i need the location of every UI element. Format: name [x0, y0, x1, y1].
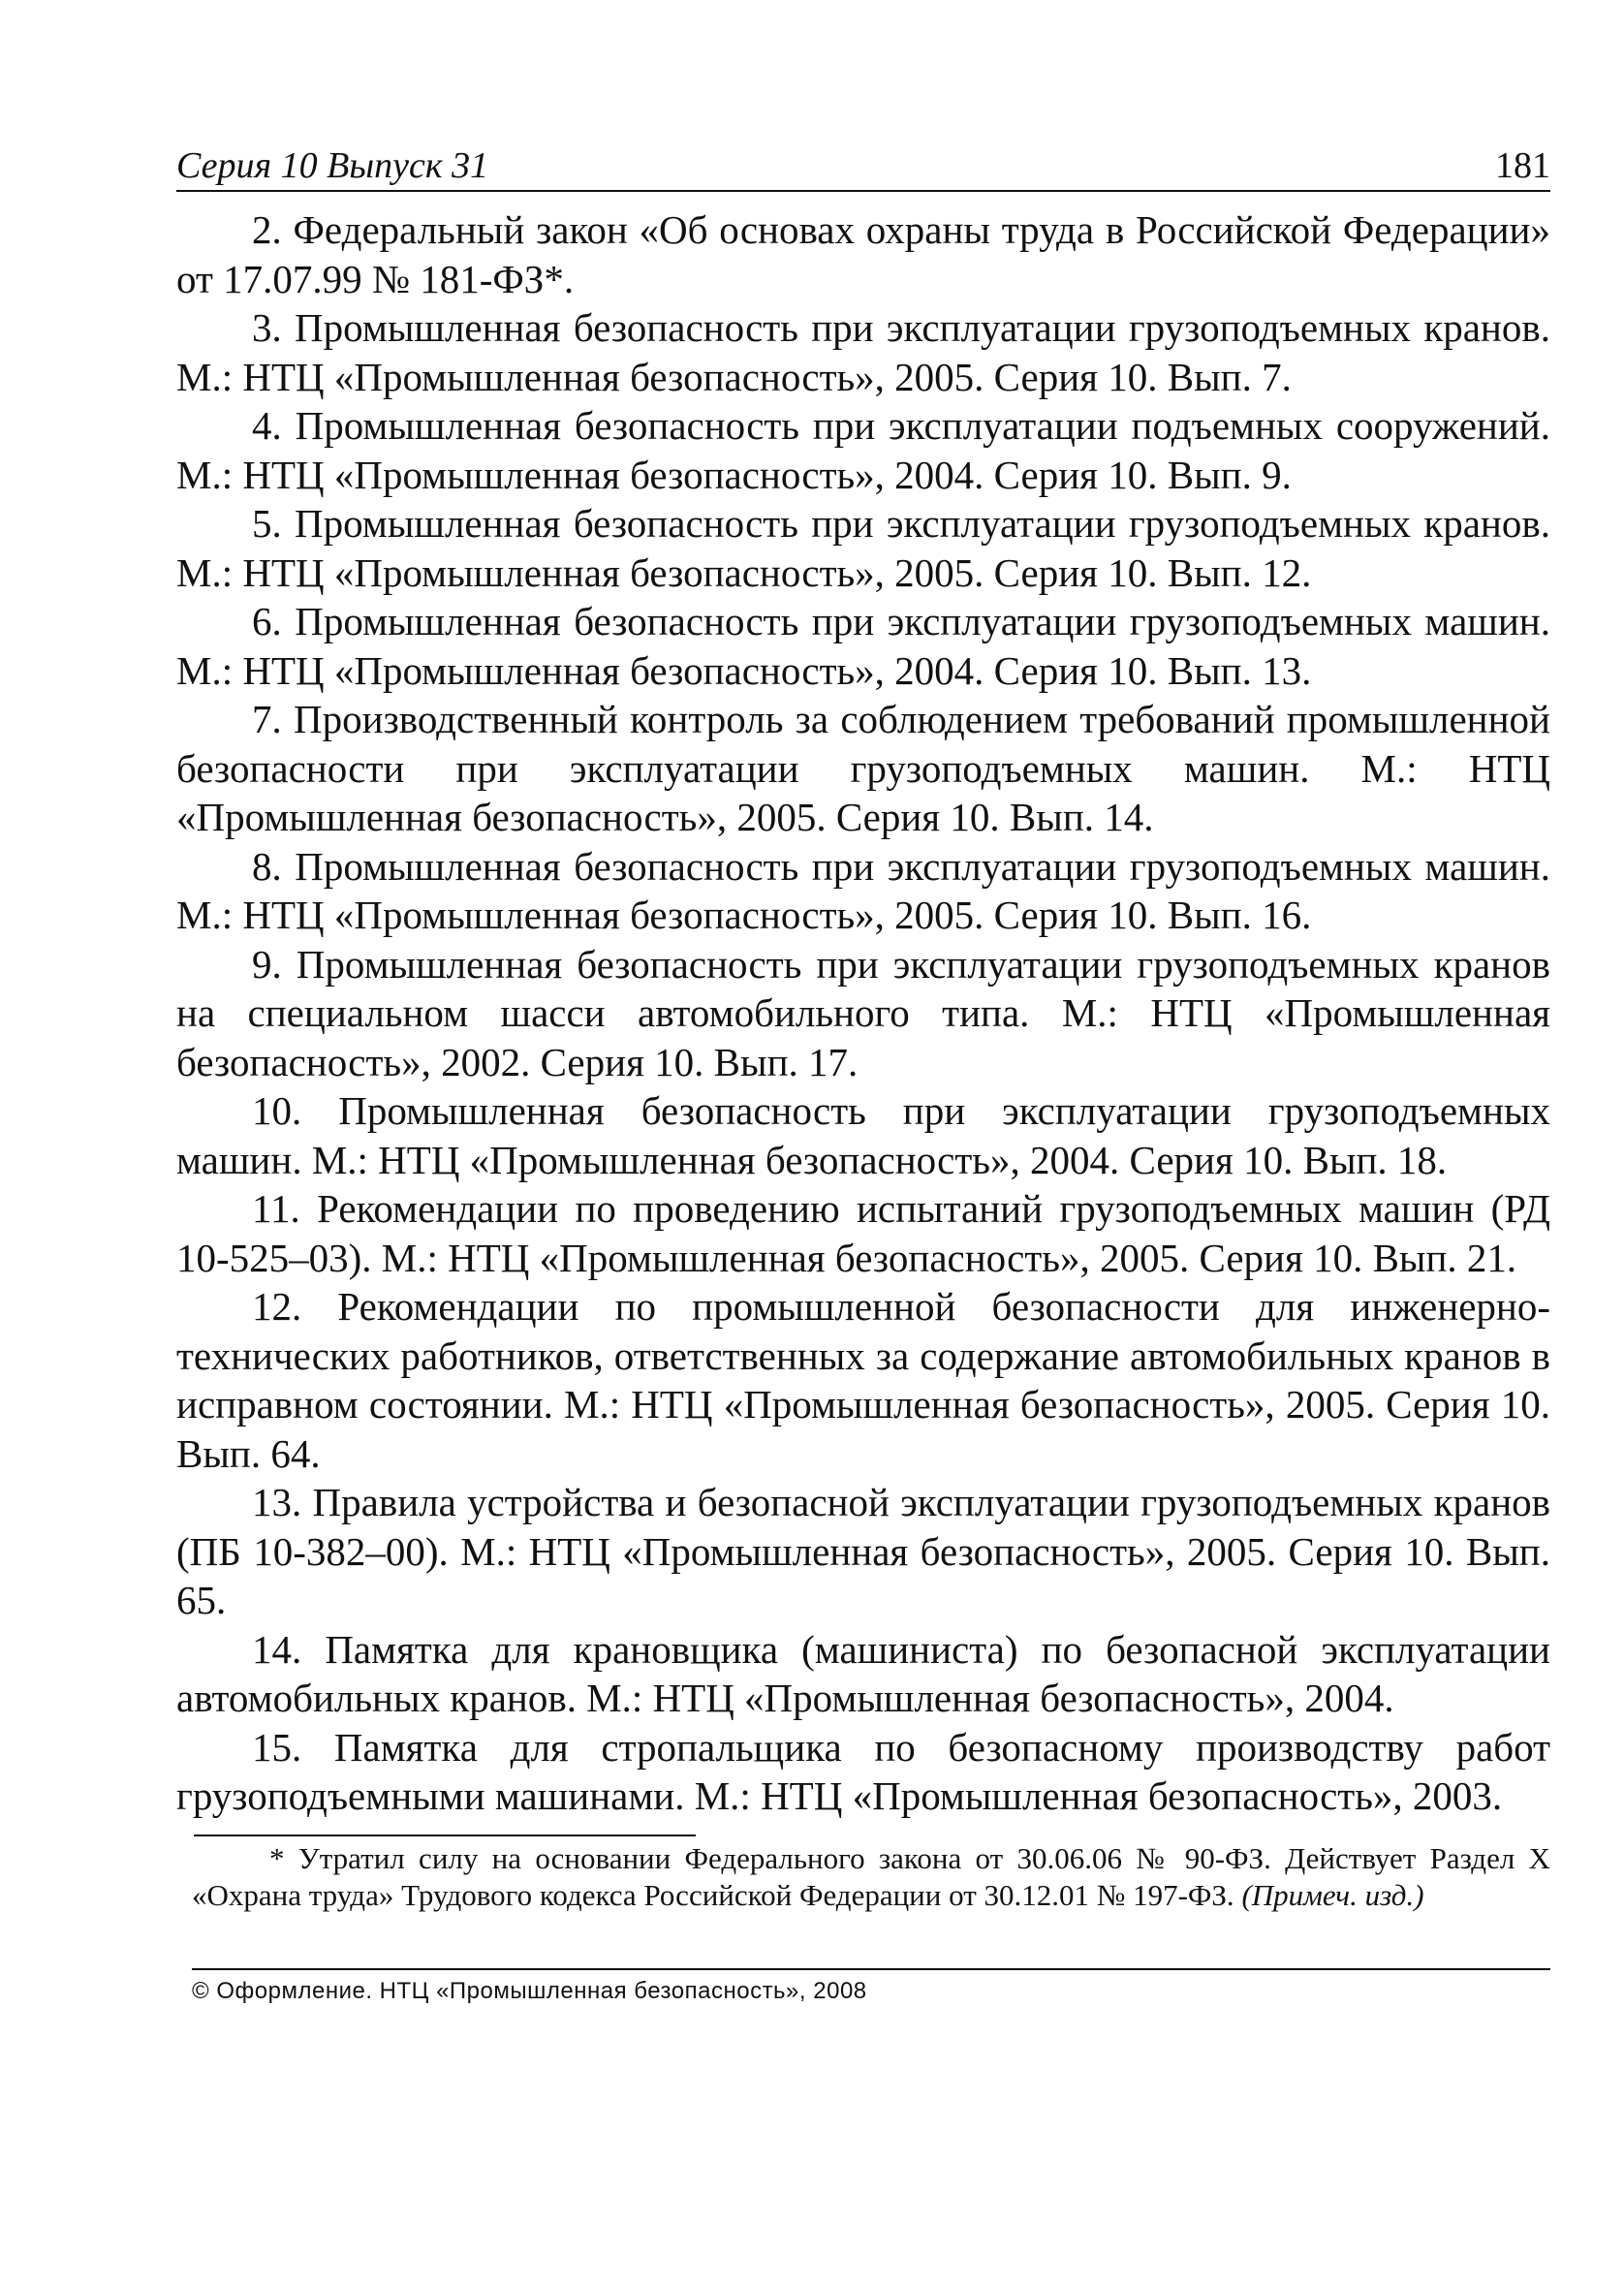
- footnote-text: * Утратил силу на основании Федерального закона от 30.06.06 № 90-ФЗ. Действует Раздел X «Охрана труда» Трудового кодекса Российской Федерации от 30.12.01 № 197-ФЗ.: [192, 1840, 1550, 1912]
- reference-item: 13. Правила устройства и безопасной эксплуатации грузоподъемных кранов (ПБ 10-382–00). М.: НТЦ «Промышленная безопасность», 2005. Серия 10. Вып. 65.: [176, 1480, 1550, 1622]
- reference-item: 15. Памятка для стропальщика по безопасному производству работ грузоподъемными машинами. М.: НТЦ «Промышленная безопасность», 2003.: [176, 1724, 1550, 1818]
- copyright-footer: © Оформление. НТЦ «Промышленная безопасность», 2008: [192, 1977, 867, 2004]
- reference-item: 10. Промышленная безопасность при эксплуатации грузоподъемных машин. М.: НТЦ «Промышленная безопасность», 2004. Серия 10. Вып. 18.: [176, 1088, 1550, 1182]
- reference-item: 12. Рекомендации по промышленной безопасности для инженерно-технических работников, ответственных за содержание автомобильных кранов в исправном состоянии. М.: НТЦ «Промышленная безопасность», 2005. Серия 10. Вып. 64.: [176, 1284, 1550, 1476]
- series-title: Серия 10 Выпуск 31: [176, 145, 489, 186]
- publisher-note: (Примеч. изд.): [1241, 1877, 1424, 1912]
- reference-item: 6. Промышленная безопасность при эксплуатации грузоподъемных машин. М.: НТЦ «Промышленная безопасность», 2004. Серия 10. Вып. 13.: [176, 599, 1550, 693]
- document-page: [176, 143, 1550, 2007]
- reference-item: 3. Промышленная безопасность при эксплуатации грузоподъемных кранов. М.: НТЦ «Промышленная безопасность», 2005. Серия 10. Вып. 7.: [176, 305, 1550, 399]
- reference-item: 14. Памятка для крановщика (машиниста) по безопасной эксплуатации автомобильных кранов. М.: НТЦ «Промышленная безопасность», 2004.: [176, 1626, 1550, 1720]
- reference-list: [176, 205, 1550, 1821]
- footer-divider: [192, 1968, 1550, 1970]
- reference-item: 4. Промышленная безопасность при эксплуатации подъемных сооружений. М.: НТЦ «Промышленная безопасность», 2004. Серия 10. Вып. 9.: [176, 403, 1550, 497]
- reference-item: 5. Промышленная безопасность при эксплуатации грузоподъемных кранов. М.: НТЦ «Промышленная безопасность», 2005. Серия 10. Вып. 12.: [176, 501, 1550, 595]
- running-head: [176, 143, 1550, 192]
- reference-item: 11. Рекомендации по проведению испытаний грузоподъемных машин (РД 10-525–03). М.: НТЦ «Промышленная безопасность», 2005. Серия 10. Вып. 21.: [176, 1186, 1550, 1280]
- footnote-divider: [194, 1834, 696, 1836]
- reference-item: 8. Промышленная безопасность при эксплуатации грузоподъемных машин. М.: НТЦ «Промышленная безопасность», 2005. Серия 10. Вып. 16.: [176, 843, 1550, 937]
- footnote: [192, 1840, 1550, 1914]
- reference-item: 9. Промышленная безопасность при эксплуатации грузоподъемных кранов на специальном шасси автомобильного типа. М.: НТЦ «Промышленная безопасность», 2002. Серия 10. Вып. 17.: [176, 941, 1550, 1084]
- reference-item: 2. Федеральный закон «Об основах охраны труда в Российской Федерации» от 17.07.99 № 181-ФЗ*.: [176, 207, 1550, 301]
- page-number: 181: [1495, 145, 1550, 186]
- reference-item: 7. Производственный контроль за соблюдением требований промышленной безопасности при эксплуатации грузоподъемных машин. М.: НТЦ «Промышленная безопасность», 2005. Серия 10. Вып. 14.: [176, 697, 1550, 839]
